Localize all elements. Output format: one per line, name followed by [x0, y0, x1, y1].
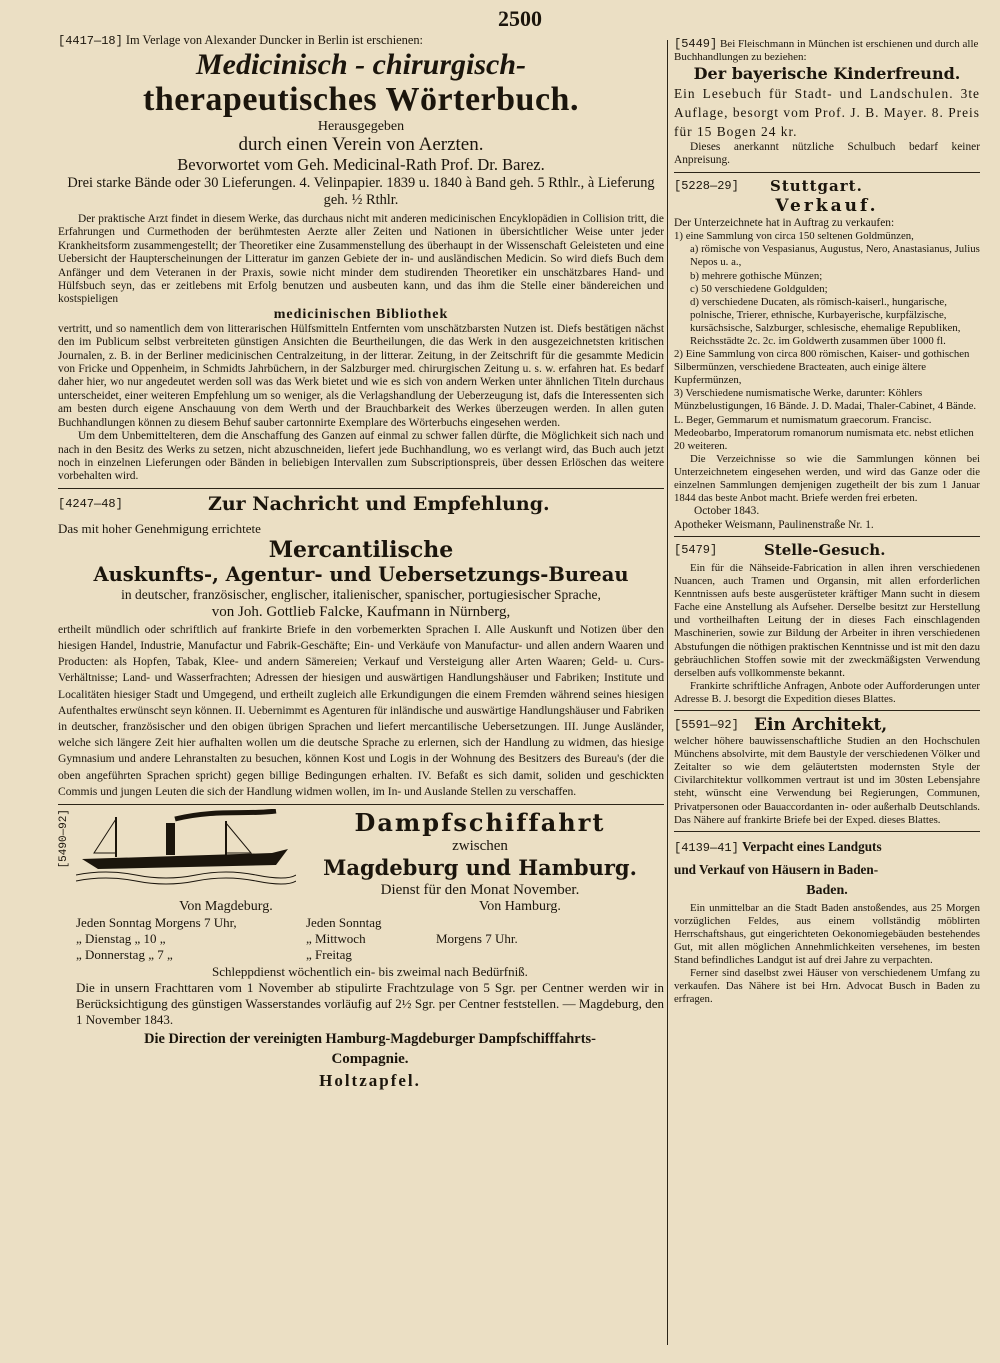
section-divider	[674, 172, 980, 173]
ad-verkauf	[674, 177, 980, 532]
ad-woerterbuch	[58, 32, 664, 484]
list-item: 2) Eine Sammlung von circa 800 römischen, Kaiser- und gothischen Silbermünzen, verschiedene Bracteaten, auch einige ältere Kupfermünzen,	[674, 348, 970, 387]
ad-intro: Im Verlage von Alexander Duncker in Berlin ist erschienen:	[125, 33, 423, 47]
ad-heading: Verpacht eines Landguts	[742, 838, 882, 854]
ad-body: Um dem Unbemittelteren, dem die Anschaffung des Ganzen auf einmal zu schwer fallen dürfte, die Möglichkeit sich nach und nach in den Besitz des Werks zu setzen, nicht abzuschneiden, liefert jede Buchhandlung, wo es verlangt wird, das Buch auch jetzt noch in einzelnen Lieferungen oder Bänden in beliebigen Intervallen zum Subscriptionspreis, über dessen Erlöschen das weitere vorbehalten wird.	[58, 430, 664, 483]
ad-languages: in deutscher, französischer, englischer, italienischer, spanischer, portugiesischer Sprache,	[121, 586, 601, 602]
ad-editor: durch einen Verein von Aerzten.	[238, 134, 484, 155]
schedule-row: „ Dienstag „ 10 „	[76, 930, 166, 946]
schedule-row: Jeden Sonntag Morgens 7 Uhr,	[76, 914, 237, 930]
ad-body: welcher höhere bauwissenschaftliche Studien an den Hochschulen Münchens absolvirte, mit dem Baustyle der verschiedenen Völker und Zeitalter so wie dem geläutertsten modernsten Style der Civilarchitektur vollkommen vertraut ist und im 30sten Lebensjahre steht, wünscht eine Verwendung bei Regierungen, Communen, Privatpersonen oder Bauaccordanten in- oder außerhalb Deutschlands. Das Nähere auf frankirte Briefe bei der Exped. dieses Blattes.	[674, 735, 980, 826]
ad-stelle-gesuch	[674, 541, 980, 706]
ad-center-line: medicinischen Bibliothek	[273, 306, 449, 322]
column-rule	[667, 40, 668, 1345]
section-divider	[674, 536, 980, 537]
ad-freight: Die in unsern Frachttaren vom 1 November ab stipulirte Frachtzulage von 5 Sgr. per Centner werden wir in Berücksichtigung des günstigen Wasserstandes vorläufig auf 2½ Sgr. per Centner feststellen. — Magdeburg, den 1 November 1843.	[76, 979, 664, 1027]
ad-body: vertritt, und so namentlich dem von litterarischen Hülfsmitteln Entfernten vom unschätzbarsten Nutzen ist. Diefs bestätigen nächst den im Publicum selbst verbreiteten günstigen Ansichten die Beurtheilungen, die das Werk in den ausgezeichnetsten kritischen Journalen, z. B. in der Berliner medicinischen Centralzeitung, in der litterar. Zeitung, in der Zeitschrift für die gesammte Medicin von Fricke und Oppenheim, in Schmidts Jahrbüchern, in der Salzburger med. chirurgischen Zeitung u. s. w. erfahren hat. Es bedarf daher hier, wo nur angedeutet werden soll was das Werk bietet und wie es sich von andern Werken unter ähnlichen Titeln durchaus unterscheidet, einer weiteren Empfehlung um so weniger, als die Verlagshandlung der Ueberzeugung ist, dafs die Interessenten sich am besten durch eigene Anschauung von dem Werth und der Brauchbarkeit des Werkes überzeugen werden. In allen guten Buchhandlungen können zu diesem Behuf sauber cartonnirte Exemplare des Wörterbuchs eingesehen werden.	[58, 322, 664, 429]
ad-note: Die Verzeichnisse so wie die Sammlungen können bei Unterzeichnetem eingesehen werden, und wird das Ganze oder die einzelnen Sammlungen demjenigen zugetheilt der bis zum 1 Januar 1844 das beste Anbot macht. Briefe werden frei erbeten.	[674, 452, 980, 505]
ad-architekt	[674, 715, 980, 827]
list-item: d) verschiedene Ducaten, als römisch-kaiserl., hungarische, polnische, Trierer, ethnische, Kurbayerische, kurpfälzische, kursächsische, Salzburger, schlesische, ehemalige Republiken, Reichsstädte 2c. 2c. im Goldwerth zusammen über 1000 fl.	[690, 295, 961, 347]
ad-ref: [4139—41]	[674, 840, 739, 855]
schedule-row: „ Donnerstag „ 7 „	[76, 946, 173, 962]
ad-intro: Der Unterzeichnete hat in Auftrag zu verkaufen:	[674, 216, 895, 229]
ad-title: Auskunfts-, Agentur- und Uebersetzungs-Bureau	[93, 562, 629, 586]
ad-terms: Drei starke Bände oder 30 Lieferungen. 4. Velinpapier. 1839 u. 1840 à Band geh. 5 Rthlr., à Lieferung geh. ½ Rthlr.	[67, 175, 655, 208]
page-number: 2500	[498, 6, 542, 31]
ad-heading: Baden.	[806, 882, 848, 898]
ad-ref: [5490—92]	[58, 808, 70, 869]
schedule	[76, 915, 664, 963]
ad-bureau	[58, 493, 664, 800]
ad-between: zwischen	[452, 837, 508, 854]
ad-body: Der praktische Arzt findet in diesem Werke, das durchaus nicht mit anderen medicinischen Encyklopädien in Collision tritt, die Erfahrungen und Curmethoden der berühmtesten Aerzte aller Zeiten und Nationen in übersichtlicher Weise unter jeder Krankheitsform zusammengestellt; der Theoretiker eine Zusammenstellung des überhaupt in der Wissenschaft Geleisteten und eine Uebersicht der Haupterscheinungen der Litteratur im ganzen Gebiete der in- und ausländischen Medicin. So wird diefs Buch dem Anfänger und dem Veteranen in der Praxis, sowie nicht minder dem studirenden Theoretiker ein unschätzbares Hand- und Hülfsbuch seyn, das er zeitlebens mit Erfolg benutzen und ausbeuten kann, und das ihm die Stelle einer bändereichen und kostspieligen	[58, 213, 664, 306]
ad-heading: Ein Architekt,	[754, 715, 888, 736]
ad-ref: [5479]	[674, 543, 718, 557]
ad-place: Stuttgart.	[770, 176, 863, 195]
ad-head: Bei Fleischmann in München ist erschienen und durch alle Buchhandlungen zu beziehen:	[674, 38, 979, 63]
ad-note: Frankirte schriftliche Anfragen, Anbote oder Aufforderungen unter Adresse B. J. besorgt die Expedition dieses Blattes.	[674, 679, 980, 705]
section-divider	[674, 831, 980, 832]
section-divider	[58, 804, 664, 805]
list-item: a) römische von Vespasianus, Augustus, Nero, Anastasianus, Julius Nepos u. a.,	[690, 243, 980, 269]
ad-company: Compagnie.	[331, 1050, 409, 1067]
list-item: b) mehrere gothische Münzen;	[690, 269, 823, 282]
ad-ref: [5591—92]	[674, 718, 739, 733]
schedule-time: Morgens 7 Uhr.	[436, 930, 518, 946]
ad-direction: Die Direction der vereinigten Hamburg-Magdeburger Dampfschifffahrts-	[144, 1030, 596, 1047]
ad-owner: von Joh. Gottlieb Falcke, Kaufmann in Nürnberg,	[211, 603, 511, 620]
ad-baden	[674, 836, 980, 1007]
list-item: c) 50 verschiedene Goldgulden;	[690, 282, 828, 295]
list-item: 1) eine Sammlung von circa 150 seltenen Goldmünzen,	[674, 230, 914, 243]
schedule-row: „ Mittwoch	[306, 930, 366, 946]
ad-title: Medicinisch - chirurgisch-	[195, 48, 527, 81]
ad-heading: Stelle-Gesuch.	[764, 541, 886, 559]
ad-signature: Apotheker Weismann, Paulinenstraße Nr. 1.	[674, 518, 874, 531]
ad-ref: [5228—29]	[674, 178, 739, 193]
ad-heading: Zur Nachricht und Empfehlung.	[208, 492, 550, 515]
ad-title: Mercantilische	[268, 536, 454, 563]
ad-editor: Herausgegeben	[317, 119, 405, 134]
ad-steamship	[58, 809, 664, 1094]
ad-kinderfreund	[674, 38, 980, 168]
ad-body: ertheilt mündlich oder schriftlich auf frankirte Briefe in den vorbemerkten Sprachen I. Alle Auskunft und Notizen über den hiesigen Handel, Industrie, Manufactur und Fabrik-Geschäfte; Ein- und Verkäufe von Manufactur- und allen andern Waaren und Producten: als Hopfen, Tabak, Klee- und andern Sämereien; Verkauf und Versteigung aller Arten Waaren; Geld- u. Curs-Verhältnisse; Land- und Wasserfrachten; Adressen der hiesigen und auswärtigen Handlungshäuser und Fabriken; Institute und Localitäten hiesiger Stadt und Umgegend, und ertheilt zugleich alle Erkundigungen die einem Fremden während seines hiesigen Aufenthaltes erwünscht seyn können. II. Uebernimmt es Agenturen für inländische und auswärtige Handlungshäuser und Fabriken in deutscher, französischer und den obigen übrigen Sprachen und liefert mercantilische Uebersetzungen. III. Junge Ausländer, welche sich längere Zeit hier aufhalten wollen um die deutsche Sprache zu erlernen, sich der Handlung zu widmen, das hiesige Gymnasium und andere Lehranstalten zu besuchen, können Kost und Logis in der Wohnung des Besitzers des Bureau's (der die oben angeführten Sprachen spricht) gegen billige Bedingungen erhalten. IV. Befaßt es sich damit, soliden und geschickten Commis und jungen Leuten die sich der Handlung widmen wollen, im In- und Auslande Stellen zu verschaffen.	[58, 622, 664, 798]
ad-note: Dieses anerkannt nützliche Schulbuch bedarf keiner Anpreisung.	[674, 141, 980, 167]
ad-title: Dampfschiffahrt	[354, 807, 606, 837]
ad-signature: Holtzapfel.	[319, 1070, 421, 1090]
ad-ref: [4247—48]	[58, 496, 123, 511]
left-column	[58, 28, 664, 1094]
ad-service: Dienst für den Monat November.	[380, 881, 580, 898]
schedule-row: „ Freitag	[306, 946, 352, 962]
section-divider	[674, 710, 980, 711]
schedule-row: Jeden Sonntag	[306, 914, 382, 930]
schedule-heading-magdeburg: Von Magdeburg.	[179, 898, 273, 914]
ad-body: Ein Lesebuch für Stadt- und Landschulen. 3te Auflage, besorgt vom Prof. J. B. Mayer. 8. Preis für 15 Bogen 24 kr.	[674, 86, 980, 139]
section-divider	[58, 488, 664, 489]
ad-ref: [5449]	[674, 37, 718, 51]
ad-date: October 1843.	[694, 505, 760, 518]
sale-list	[674, 230, 980, 453]
list-item: 3) Verschiedene numismatische Werke, darunter: Köhlers Münzbelustigungen, 16 Bände. J. D. Madai, Thaler-Cabinet, 4 Bände. L. Beger, Gemmarum et numismatum graecorum. Francisc. Medeobarbo, Imperatorum romanorum numismata etc. nebst etlichen 20 weiteren.	[674, 387, 977, 452]
ad-heading: und Verkauf von Häusern in Baden-	[674, 861, 879, 877]
steamship-icon	[76, 809, 296, 889]
right-column	[674, 28, 980, 1006]
ad-heading: Verkauf.	[775, 195, 879, 216]
ad-tow: Schleppdienst wöchentlich ein- bis zweimal nach Bedürfniß.	[212, 963, 528, 979]
ad-ref: [4417—18]	[58, 34, 123, 48]
ad-foreword: Bevorwortet vom Geh. Medicinal-Rath Prof. Dr. Barez.	[177, 155, 545, 174]
ad-title: therapeutisches Wörterbuch.	[143, 81, 579, 118]
ad-body: Ein für die Nähseide-Fabrication in allen ihren verschiedenen Nuancen, auch Tramen und Organsin, mit allen erforderlichen Kenntnissen aufs beste ausgerüsteter kräftiger Mann sucht in diesem Fache eine Anstellung als Aufseher. Derselbe besitzt zur Herstellung und vortheilhaften Leitung der in dieses Fach einschlagenden Maschinerien, sowie zur Bildung der Arbeiter in ihren verschiedenen Abstufungen die nöthigen praktischen Kenntnisse und ist mit den dazu gebräuchlichen Stoffen sowie mit der zweckmäßigsten Verwendung derselben aufs vollkommenste bekannt.	[674, 562, 980, 679]
ad-title: Der bayerische Kinderfreund.	[693, 64, 961, 83]
ad-route: Magdeburg und Hamburg.	[323, 854, 637, 880]
ad-intro: Das mit hoher Genehmigung errichtete	[58, 520, 261, 536]
ad-body: Ein unmittelbar an die Stadt Baden anstoßendes, aus 25 Morgen vorzüglichen Feldes, aus einem vollständig möblirten Herrschaftshaus, gut eingerichteten Oekonomiegebäuden bestehendes Gut, mit allen möglichen Annehmlichkeiten versehenes, im besten Stand befindliches Landgut ist auf drei Jahre zu verpachten.	[674, 901, 980, 967]
schedule-heading-hamburg: Von Hamburg.	[478, 898, 561, 914]
ad-note: Ferner sind daselbst zwei Häuser von verschiedenem Umfang zu verkaufen. Das Nähere ist bei Hrn. Advocat Busch in Baden zu erfragen.	[674, 967, 980, 1006]
